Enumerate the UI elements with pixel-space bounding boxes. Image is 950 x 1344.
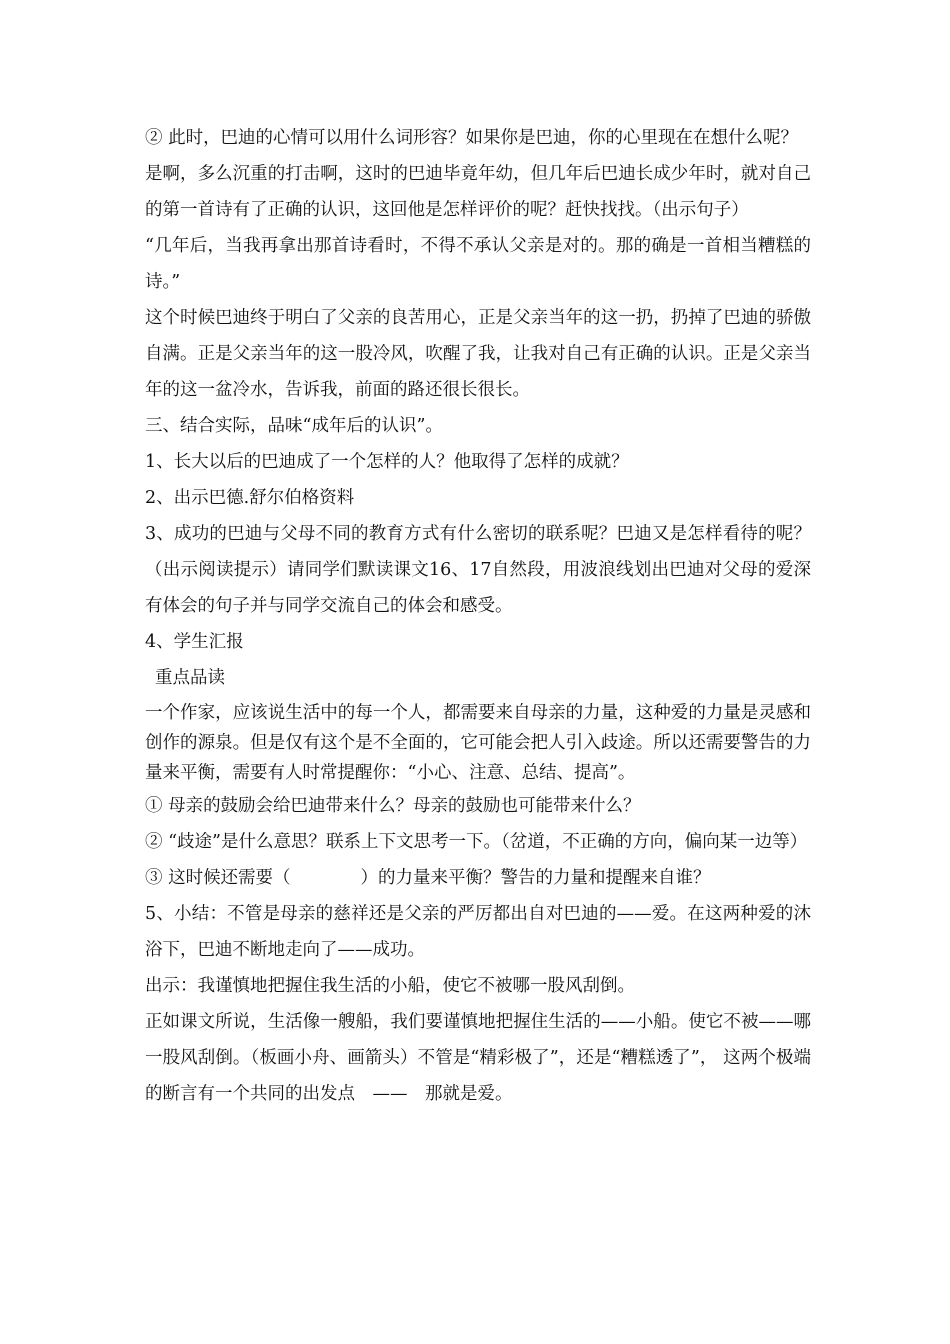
- list-item: 4、学生汇报: [145, 632, 244, 652]
- subheading: 重点品读: [155, 668, 225, 688]
- question-item: ② “歧途”是什么意思？联系上下文思考一下。（岔道，不正确的方向，偏向某一边等）: [145, 832, 808, 852]
- paragraph: 出示：我谨慎地把握住我生活的小船，使它不被哪一股风刮倒。: [145, 976, 635, 996]
- list-item: 2、出示巴德.舒尔伯格资料: [145, 488, 355, 508]
- quote-paragraph: “几年后，当我再拿出那首诗看时，不得不承认父亲是对的。那的确是一首相当糟糕的诗。”: [145, 236, 811, 292]
- question-item: ① 母亲的鼓励会给巴迪带来什么？母亲的鼓励也可能带来什么？: [145, 796, 641, 816]
- summary-paragraph: 5、小结：不管是母亲的慈祥还是父亲的严厉都出自对巴迪的——爱。在这两种爱的沐浴下，巴迪不断地走向了——成功。: [145, 904, 811, 960]
- section-heading: 三、结合实际，品味“成年后的认识”。: [145, 416, 443, 436]
- question-item: ③ 这时候还需要（ ）的力量来平衡？警告的力量和提醒来自谁？: [145, 868, 711, 888]
- question-item: ② 此时，巴迪的心情可以用什么词形容？如果你是巴迪，你的心里现在在想什么呢？: [145, 128, 799, 148]
- paragraph: 这个时候巴迪终于明白了父亲的良苦用心，正是父亲当年的这一扔，扔掉了巴迪的骄傲自满。正是父亲当年的这一股冷风，吹醒了我，让我对自己有正确的认识。正是父亲当年的这一盆冷水，告诉我，前面的路还很长很长。: [145, 308, 811, 400]
- paragraph: 是啊，多么沉重的打击啊，这时的巴迪毕竟年幼，但几年后巴迪长成少年时，就对自己的第一首诗有了正确的认识，这回他是怎样评价的呢？赶快找找。（出示句子）: [145, 164, 811, 220]
- list-item: 1、长大以后的巴迪成了一个怎样的人？他取得了怎样的成就？: [145, 452, 629, 472]
- paragraph: 正如课文所说，生活像一艘船，我们要谨慎地把握住生活的——小船。使它不被——哪一股风刮倒。（板画小舟、画箭头）不管是“精彩极了”，还是“糟糕透了”， 这两个极端的断言有一个共同的出发点 —— 那就是爱。: [145, 1012, 811, 1104]
- paragraph: 一个作家，应该说生活中的每一个人，都需要来自母亲的力量，这种爱的力量是灵感和创作的源泉。但是仅有这个是不全面的，它可能会把人引入歧途。所以还需要警告的力量来平衡，需要有人时常提醒你：“小心、注意、总结、提高”。: [145, 703, 811, 783]
- list-item: 3、成功的巴迪与父母不同的教育方式有什么密切的联系呢？巴迪又是怎样看待的呢？（出示阅读提示）请同学们默读课文16、17自然段，用波浪线划出巴迪对父母的爱深有体会的句子并与同学交流自己的体会和感受。: [145, 524, 811, 616]
- document-body: [145, 120, 811, 1112]
